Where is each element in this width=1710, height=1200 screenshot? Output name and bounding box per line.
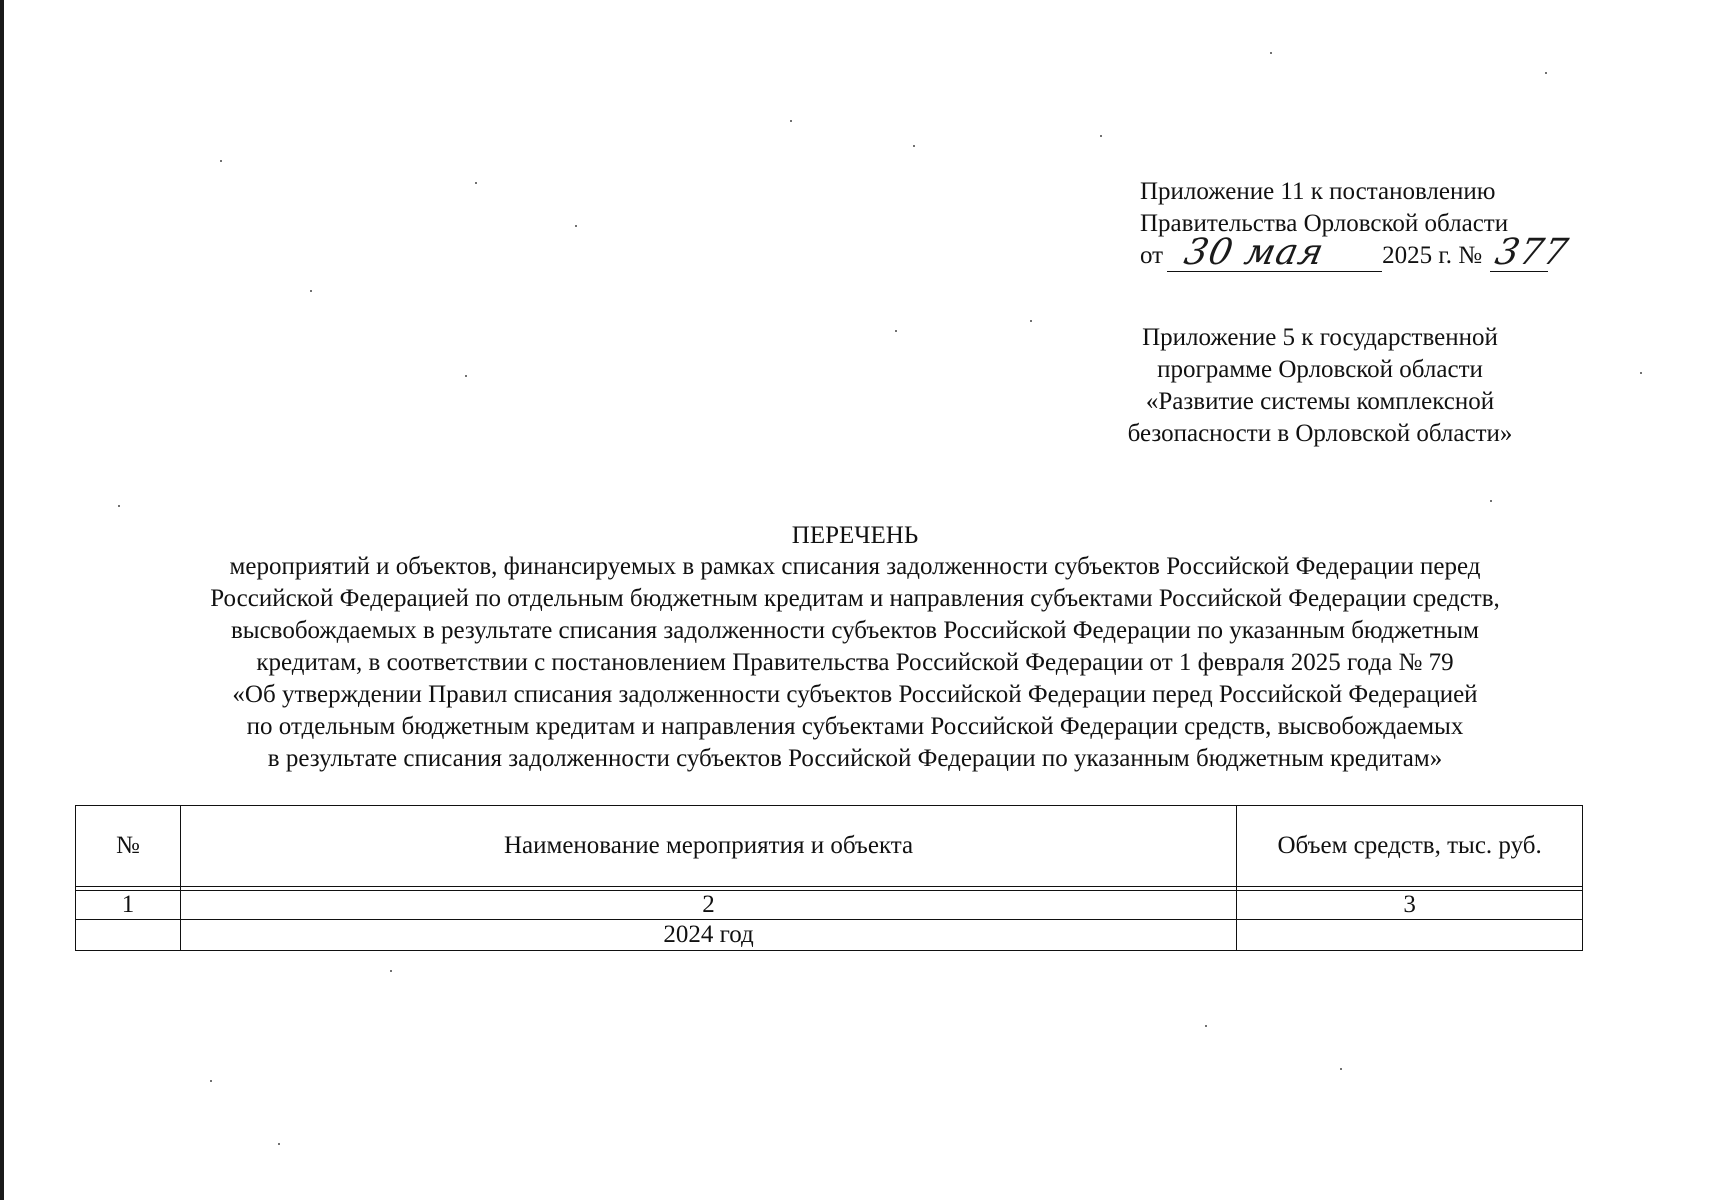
appendix-5-line1: Приложение 5 к государственной xyxy=(1142,324,1498,351)
appendix-5-line3: «Развитие системы комплексной xyxy=(1145,388,1495,415)
decree-date-field xyxy=(1167,232,1382,273)
scan-speck xyxy=(278,1143,280,1145)
header-number: № xyxy=(76,806,181,887)
table-row xyxy=(76,920,1583,951)
row-number-cell xyxy=(76,920,181,951)
handwritten-number: 377 xyxy=(1491,232,1573,273)
scan-speck xyxy=(118,505,120,507)
scan-speck xyxy=(1490,500,1492,502)
subtitle-line: высвобождаемых в результате списания задолженности субъектов Российской Федерации по указанным бюджетным xyxy=(230,617,1480,644)
appendix-11-line2: Правительства Орловской области xyxy=(1140,210,1509,237)
scan-speck xyxy=(790,120,792,122)
header-amount: Объем средств, тыс. руб. xyxy=(1237,806,1583,887)
appendix-11-block xyxy=(1140,176,1573,273)
scan-speck xyxy=(1100,135,1102,137)
column-number-row xyxy=(76,891,1583,920)
column-number-cell: 2 xyxy=(180,891,1236,920)
subtitle-line: мероприятий и объектов, финансируемых в рамках списания задолженности субъектов Российской Федерации перед xyxy=(229,553,1481,580)
appendix-5-line2: программе Орловской области xyxy=(1157,356,1483,383)
subtitle-line: в результате списания задолженности субъектов Российской Федерации по указанным бюджетным кредитам» xyxy=(267,745,1443,772)
subtitle-line: по отдельным бюджетным кредитам и направления субъектами Российской Федерации средств, высвобождаемых xyxy=(246,713,1464,740)
scan-speck xyxy=(895,330,897,332)
scan-speck xyxy=(1030,320,1032,322)
table-header-row xyxy=(76,806,1583,887)
scan-speck xyxy=(310,290,312,292)
scan-speck xyxy=(913,145,915,147)
subtitle-line: кредитам, в соответствии с постановлением Правительства Российской Федерации от 1 февраля 2025 года № 79 xyxy=(256,649,1454,676)
scan-speck xyxy=(465,375,467,377)
scan-speck xyxy=(575,225,577,227)
appendix-11-line1: Приложение 11 к постановлению xyxy=(1140,178,1496,205)
scan-speck xyxy=(1205,1025,1207,1027)
activities-table xyxy=(75,805,1583,951)
subtitle-line: Российской Федерацией по отдельным бюджетным кредитам и направления субъектами Российской Федерации средств, xyxy=(210,585,1500,612)
scan-speck xyxy=(1270,52,1272,54)
header-name: Наименование мероприятия и объекта xyxy=(180,806,1236,887)
scan-speck xyxy=(210,1080,212,1082)
scan-speck xyxy=(1640,372,1642,374)
column-number-cell: 1 xyxy=(76,891,181,920)
scan-speck xyxy=(220,160,222,162)
row-name-cell: 2024 год xyxy=(180,920,1236,951)
appendix-5-block xyxy=(1100,322,1540,450)
handwritten-date: 30 мая xyxy=(1180,232,1328,273)
document-title: ПЕРЕЧЕНЬ xyxy=(791,522,919,549)
column-number-cell: 3 xyxy=(1237,891,1583,920)
scan-speck xyxy=(1340,1068,1342,1070)
row-amount-cell xyxy=(1237,920,1583,951)
scan-border xyxy=(0,0,4,1200)
scan-speck xyxy=(1545,72,1547,74)
decree-date-line xyxy=(1140,232,1573,273)
scan-speck xyxy=(475,182,477,184)
appendix-5-line4: безопасности в Орловской области» xyxy=(1127,420,1513,447)
date-prefix: от xyxy=(1140,242,1164,269)
document-subtitle xyxy=(80,551,1630,775)
scan-speck xyxy=(390,970,392,972)
decree-number-field xyxy=(1490,232,1573,273)
year-number-label: 2025 г. № xyxy=(1382,242,1483,269)
subtitle-line: «Об утверждении Правил списания задолженности субъектов Российской Федерации перед Российской Федерацией xyxy=(232,681,1478,708)
